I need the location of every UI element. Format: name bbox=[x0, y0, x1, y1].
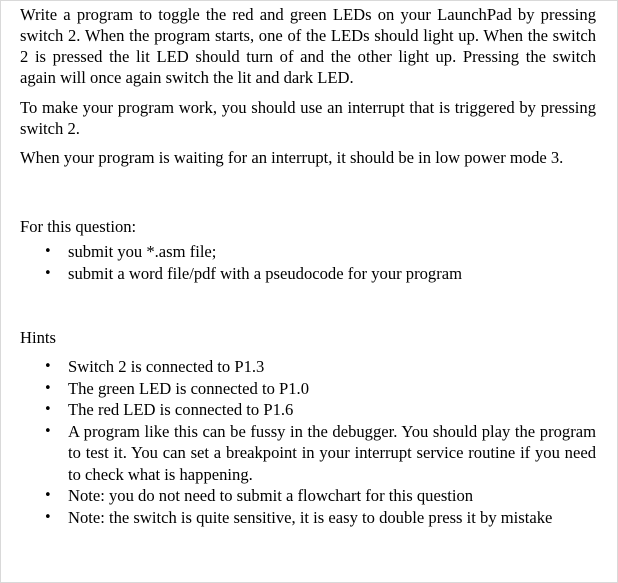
list-item: • submit you *.asm file; bbox=[44, 242, 217, 261]
intro-paragraph: Write a program to toggle the red and green LEDs on your LaunchPad by pressing switch 2. When the program starts, one of the LEDs should light up. When the switch 2 is pressed the lit LED should turn of and the other light up. Pressing the switch again will once again switch the lit and dark LED. bbox=[20, 5, 596, 87]
bullet-icon: • bbox=[44, 359, 52, 374]
list-item: • submit a word file/pdf with a pseudocode for your program bbox=[44, 263, 463, 283]
bullet-icon: • bbox=[44, 488, 52, 503]
interrupt-paragraph: To make your program work, you should use an interrupt that is triggered by pressing switch 2. bbox=[20, 98, 596, 138]
list-item: • A program like this can be fussy in the debugger. You should play the program to test it. You can set a breakpoint in your interrupt service routine if you need to check what is happening. bbox=[44, 421, 596, 484]
question-label: For this question: bbox=[20, 217, 137, 236]
hints-list bbox=[20, 356, 596, 528]
list-item: • Switch 2 is connected to P1.3 bbox=[44, 357, 265, 376]
hints-label: Hints bbox=[20, 328, 56, 347]
list-item: • The green LED is connected to P1.0 bbox=[44, 378, 309, 398]
list-item: • The red LED is connected to P1.6 bbox=[44, 400, 294, 419]
list-item: • Note: you do not need to submit a flowchart for this question bbox=[44, 486, 474, 505]
bullet-icon: • bbox=[44, 244, 52, 259]
list-item: • Note: the switch is quite sensitive, it is easy to double press it by mistake bbox=[44, 507, 553, 527]
assignment-text bbox=[20, 4, 596, 528]
bullet-icon: • bbox=[44, 265, 52, 281]
bullet-icon: • bbox=[44, 380, 52, 396]
bullet-icon: • bbox=[44, 402, 52, 417]
low-power-paragraph: When your program is waiting for an interrupt, it should be in low power mode 3. bbox=[20, 148, 564, 167]
bullet-icon: • bbox=[44, 509, 52, 525]
question-list bbox=[20, 241, 596, 284]
bullet-icon: • bbox=[44, 423, 52, 439]
